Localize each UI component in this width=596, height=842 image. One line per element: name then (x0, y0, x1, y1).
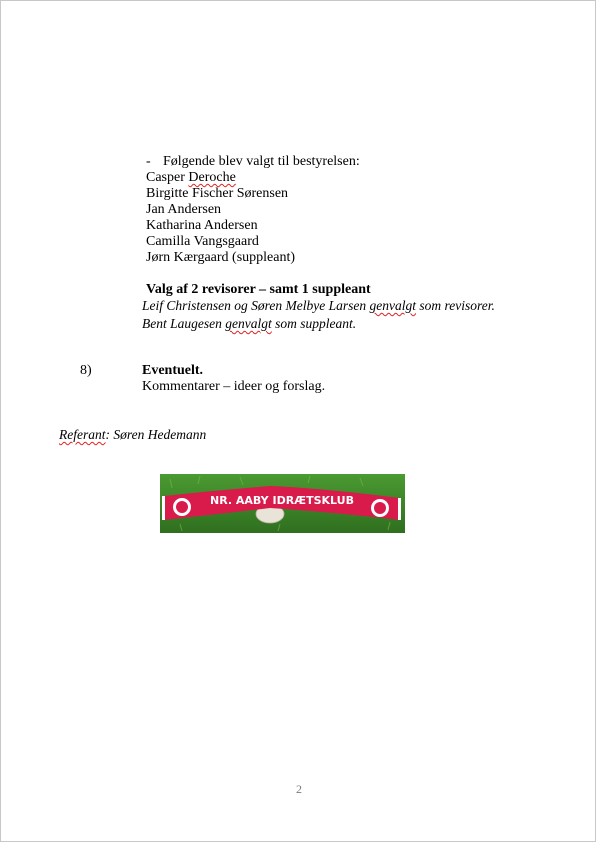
spellcheck-flagged-word: genvalgt (369, 298, 416, 313)
board-member: Birgitte Fischer Sørensen (146, 186, 289, 201)
board-intro (146, 154, 360, 170)
board-member: Jan Andersen (146, 202, 222, 217)
board-member: Casper Deroche (146, 170, 236, 185)
spellcheck-flagged-word: Referant (59, 427, 106, 442)
scarf-text: NR. AABY IDRÆTSKLUB (209, 494, 355, 507)
spellcheck-flagged-word: genvalgt (225, 316, 272, 331)
board-member: Camilla Vangsgaard (146, 234, 259, 249)
club-scarf-photo (160, 474, 405, 533)
page-number: 2 (296, 782, 302, 796)
auditors-line-1: Leif Christensen og Søren Melbye Larsen genvalgt som revisorer. (142, 298, 495, 313)
referent-line: Referant: Søren Hedemann (59, 427, 207, 442)
item-text: Kommentarer – ideer og forslag. (142, 379, 326, 394)
item-number: 8) (80, 363, 92, 378)
spellcheck-flagged-word: Deroche (188, 170, 236, 185)
auditors-heading: Valg af 2 revisorer – samt 1 suppleant (146, 282, 371, 297)
auditors-line-2: Bent Laugesen genvalgt som suppleant. (142, 316, 357, 331)
club-crest-left (173, 498, 191, 516)
bullet-dash: - (146, 154, 151, 169)
club-crest-right (371, 499, 389, 517)
item-title: Eventuelt. (142, 363, 204, 378)
board-member: Jørn Kærgaard (suppleant) (146, 250, 296, 265)
board-intro-text: Følgende blev valgt til bestyrelsen: (163, 154, 360, 169)
board-member: Katharina Andersen (146, 218, 258, 233)
